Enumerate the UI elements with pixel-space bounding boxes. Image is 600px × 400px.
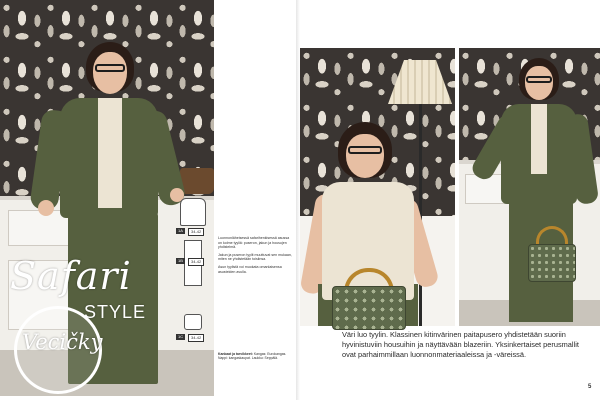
model-blouse — [98, 98, 122, 208]
handbag-sketch — [184, 314, 202, 330]
pattern-tag: 1A — [178, 228, 183, 233]
pattern-tag: 1B — [178, 258, 183, 263]
model-face — [93, 52, 127, 94]
model-face — [525, 66, 553, 100]
body-paragraph: Asun tyylistä voi muokata omanlaisensa asusteiden avulla. — [218, 264, 282, 274]
credits-text: Kangas: Eurokangas. Nappi: kangaskaupat. Laukku: Seppälä. — [218, 352, 287, 361]
pattern-size-tag: 34-42 — [188, 334, 204, 342]
polka-dot-handbag — [332, 286, 406, 330]
polka-dot-handbag — [528, 244, 576, 282]
model-blouse — [531, 104, 547, 174]
photo-caption: Väri luo tyylin. Klassinen kitinvärinen paitapusero yhdistetään suoriin hyvinistuviin housuihin ja näyttävään blazeriin. Yksinkertaiset perusmallit ovat parhaimmillaan luonnonmateriaaleissa ja -väreissä. — [342, 330, 579, 359]
model-glasses — [348, 146, 382, 154]
left-body-text — [218, 236, 294, 277]
pattern-size-tag: 34-42 — [188, 228, 204, 236]
style-subtitle: STYLE — [84, 302, 147, 322]
model-glasses — [526, 76, 552, 83]
pattern-sketches — [176, 196, 216, 346]
right-photo — [459, 48, 600, 326]
page-number: 5 — [588, 384, 592, 390]
body-paragraph: Jakun ja puseron tyylit muuttuvat sen mukaan, miten ne yhdistetään toisiinsa. — [218, 252, 292, 262]
model-glasses — [95, 64, 125, 72]
model-face — [346, 134, 384, 178]
wicker-basket — [180, 168, 214, 194]
credits-label: Kankaat ja tarvikkeet: — [218, 352, 253, 356]
jacket-sketch — [180, 198, 206, 226]
vecicky-logo-text: Vecičky — [22, 330, 103, 354]
pattern-size-tag: 34-42 — [188, 258, 204, 266]
credits-block — [218, 352, 294, 361]
model-hand — [38, 200, 54, 216]
body-paragraph: Luonnonläheisessä safarihenkisessä asussa on kolme tyyliä: puseron, jakun ja housujen yhdistelmä. — [218, 236, 290, 250]
safari-title: Safari — [10, 254, 132, 298]
pattern-tag: 1C — [178, 334, 184, 339]
